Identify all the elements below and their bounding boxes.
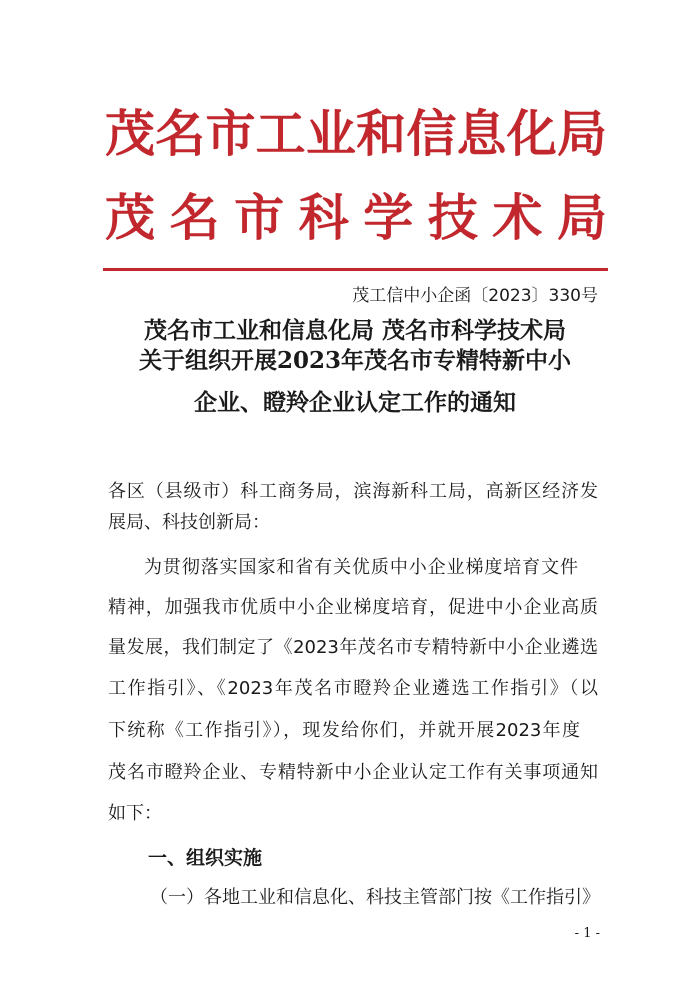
issuer-header-line-2: 茂名市科学技术局 bbox=[105, 188, 607, 247]
body-line: 展局、科技创新局： bbox=[108, 512, 270, 533]
body-line: 精神，加强我市优质中小企业梯度培育，促进中小企业高质 bbox=[108, 597, 598, 618]
body-line: 下统称《工作指引》），现发给你们，并就开展2023年度 bbox=[108, 720, 580, 741]
section-heading: 一、组织实施 bbox=[148, 847, 263, 869]
body-line: （一）各地工业和信息化、科技主管部门按《工作指引》 bbox=[150, 887, 600, 908]
page-number: - 1 - bbox=[574, 926, 600, 941]
title-line-2: 关于组织开展2023年茂名市专精特新中小 bbox=[138, 347, 571, 374]
body-line: 为贯彻落实国家和省有关优质中小企业梯度培育文件 bbox=[144, 557, 578, 578]
body-line: 如下： bbox=[108, 803, 162, 824]
body-line: 茂名市瞪羚企业、专精特新中小企业认定工作有关事项通知 bbox=[108, 762, 598, 783]
body-line: 量发展，我们制定了《2023年茂名市专精特新中小企业遴选 bbox=[108, 637, 598, 658]
body-line: 工作指引》、《2023年茂名市瞪羚企业遴选工作指引》（以 bbox=[108, 678, 598, 699]
title-line-3: 企业、瞪羚企业认定工作的通知 bbox=[194, 389, 516, 416]
issuer-header-line-1: 茂名市工业和信息化局 bbox=[105, 104, 607, 163]
red-divider bbox=[103, 268, 608, 271]
title-line-1: 茂名市工业和信息化局 茂名市科学技术局 bbox=[143, 317, 566, 344]
body-line: 各区（县级市）科工商务局，滨海新科工局，高新区经济发 bbox=[108, 481, 598, 502]
document-number: 茂工信中小企函〔2023〕330号 bbox=[352, 286, 598, 306]
